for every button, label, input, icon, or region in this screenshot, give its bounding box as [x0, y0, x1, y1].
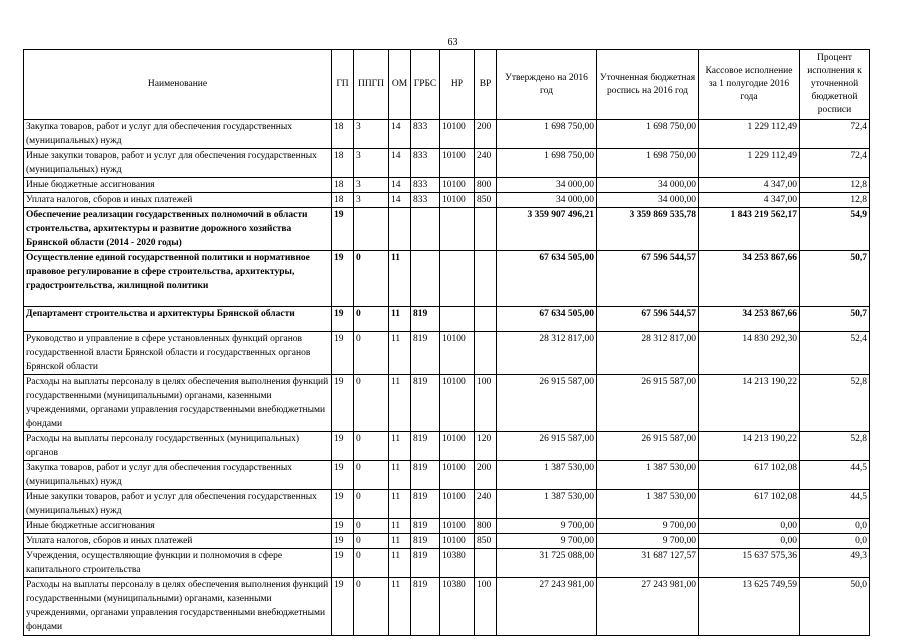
cell-om: 11: [389, 534, 411, 549]
cell-executed: 14 213 190,22: [699, 375, 800, 432]
cell-approved: 31 725 088,00: [497, 549, 597, 578]
col-header-om: ОМ: [389, 50, 411, 120]
col-header-vr: ВР: [475, 50, 497, 120]
table-row: [24, 549, 870, 578]
cell-name: Иные закупки товаров, работ и услуг для обеспечения государственных (муниципальных) нужд: [24, 149, 332, 178]
cell-ppgp: 0: [354, 307, 389, 332]
cell-approved: 1 698 750,00: [497, 120, 597, 149]
cell-percent: 44,5: [800, 461, 870, 490]
cell-ppgp: 0: [354, 432, 389, 461]
col-header-refined: Уточненная бюджетная роспись на 2016 год: [597, 50, 699, 120]
cell-ppgp: 0: [354, 251, 389, 307]
cell-ppgp: 0: [354, 578, 389, 636]
cell-ppgp: 0: [354, 461, 389, 490]
cell-vr: [475, 208, 497, 251]
cell-executed: 34 253 867,66: [699, 307, 800, 332]
cell-percent: 0,0: [800, 519, 870, 534]
table-row: [24, 461, 870, 490]
cell-om: 11: [389, 375, 411, 432]
cell-percent: 72,4: [800, 149, 870, 178]
col-header-name: Наименование: [24, 50, 332, 120]
cell-refined: 31 687 127,57: [597, 549, 699, 578]
table-row: [24, 178, 870, 193]
cell-vr: 120: [475, 432, 497, 461]
cell-vr: [475, 251, 497, 307]
col-header-gp: ГП: [332, 50, 354, 120]
cell-ppgp: 0: [354, 332, 389, 375]
cell-ppgp: 3: [354, 178, 389, 193]
table-row: [24, 332, 870, 375]
cell-approved: 9 700,00: [497, 519, 597, 534]
cell-om: 11: [389, 332, 411, 375]
cell-approved: 1 698 750,00: [497, 149, 597, 178]
cell-approved: 26 915 587,00: [497, 432, 597, 461]
cell-gp: 18: [332, 149, 354, 178]
cell-gp: 18: [332, 193, 354, 208]
cell-refined: 26 915 587,00: [597, 375, 699, 432]
cell-executed: 4 347,00: [699, 178, 800, 193]
cell-refined: 27 243 981,00: [597, 578, 699, 636]
cell-om: 14: [389, 120, 411, 149]
cell-grbs: 819: [411, 534, 440, 549]
table-row: [24, 193, 870, 208]
cell-nr: 10100: [440, 519, 475, 534]
cell-refined: 67 596 544,57: [597, 251, 699, 307]
cell-executed: 617 102,08: [699, 490, 800, 519]
cell-vr: 240: [475, 490, 497, 519]
cell-grbs: 833: [411, 120, 440, 149]
cell-gp: 18: [332, 178, 354, 193]
budget-table: [23, 49, 870, 636]
cell-grbs: 819: [411, 375, 440, 432]
cell-gp: 19: [332, 432, 354, 461]
cell-name: Иные бюджетные ассигнования: [24, 178, 332, 193]
cell-gp: 19: [332, 490, 354, 519]
cell-vr: 850: [475, 193, 497, 208]
cell-vr: 800: [475, 178, 497, 193]
cell-vr: [475, 549, 497, 578]
cell-name: Руководство и управление в сфере установленных функций органов государственной власти Брянской области и государственных органов Брянской области: [24, 332, 332, 375]
table-row: [24, 432, 870, 461]
cell-ppgp: 3: [354, 193, 389, 208]
cell-grbs: 819: [411, 549, 440, 578]
cell-name: Обеспечение реализации государственных полномочий в области строительства, архитектуры и развитие дорожного хозяйства Брянской области (2014 - 2020 годы): [24, 208, 332, 251]
cell-approved: 34 000,00: [497, 178, 597, 193]
cell-nr: 10100: [440, 432, 475, 461]
cell-vr: [475, 332, 497, 375]
cell-refined: 34 000,00: [597, 178, 699, 193]
cell-refined: 26 915 587,00: [597, 432, 699, 461]
cell-executed: 1 843 219 562,17: [699, 208, 800, 251]
cell-approved: 28 312 817,00: [497, 332, 597, 375]
table-row: [24, 375, 870, 432]
cell-refined: 9 700,00: [597, 519, 699, 534]
cell-om: 11: [389, 519, 411, 534]
cell-grbs: 819: [411, 332, 440, 375]
cell-executed: 14 213 190,22: [699, 432, 800, 461]
cell-nr: 10100: [440, 534, 475, 549]
cell-name: Иные закупки товаров, работ и услуг для обеспечения государственных (муниципальных) нужд: [24, 490, 332, 519]
cell-grbs: [411, 251, 440, 307]
cell-refined: 1 387 530,00: [597, 461, 699, 490]
cell-name: Уплата налогов, сборов и иных платежей: [24, 193, 332, 208]
cell-grbs: 819: [411, 307, 440, 332]
cell-percent: 52,8: [800, 375, 870, 432]
cell-grbs: [411, 208, 440, 251]
cell-grbs: 819: [411, 490, 440, 519]
cell-approved: 26 915 587,00: [497, 375, 597, 432]
cell-refined: 1 698 750,00: [597, 149, 699, 178]
cell-percent: 12,8: [800, 178, 870, 193]
cell-gp: 19: [332, 534, 354, 549]
cell-nr: 10100: [440, 332, 475, 375]
cell-name: Закупка товаров, работ и услуг для обеспечения государственных (муниципальных) нужд: [24, 461, 332, 490]
cell-percent: 54,9: [800, 208, 870, 251]
cell-executed: 15 637 575,36: [699, 549, 800, 578]
cell-executed: 1 229 112,49: [699, 120, 800, 149]
cell-nr: 10100: [440, 149, 475, 178]
cell-gp: 19: [332, 578, 354, 636]
cell-om: [389, 208, 411, 251]
cell-percent: 52,8: [800, 432, 870, 461]
cell-refined: 1 698 750,00: [597, 120, 699, 149]
table-row: [24, 120, 870, 149]
cell-refined: 67 596 544,57: [597, 307, 699, 332]
cell-nr: 10100: [440, 178, 475, 193]
cell-approved: 1 387 530,00: [497, 490, 597, 519]
cell-percent: 72,4: [800, 120, 870, 149]
cell-name: Расходы на выплаты персоналу государственных (муниципальных) органов: [24, 432, 332, 461]
cell-nr: [440, 307, 475, 332]
cell-grbs: 819: [411, 461, 440, 490]
cell-nr: 10100: [440, 490, 475, 519]
cell-executed: 34 253 867,66: [699, 251, 800, 307]
cell-executed: 14 830 292,30: [699, 332, 800, 375]
cell-ppgp: [354, 208, 389, 251]
cell-approved: 67 634 505,00: [497, 251, 597, 307]
cell-om: 11: [389, 461, 411, 490]
cell-vr: 240: [475, 149, 497, 178]
cell-om: 14: [389, 193, 411, 208]
cell-grbs: 833: [411, 178, 440, 193]
cell-executed: 4 347,00: [699, 193, 800, 208]
cell-grbs: 819: [411, 432, 440, 461]
cell-nr: 10100: [440, 120, 475, 149]
cell-name: Уплата налогов, сборов и иных платежей: [24, 534, 332, 549]
cell-executed: 617 102,08: [699, 461, 800, 490]
cell-vr: [475, 307, 497, 332]
cell-vr: 800: [475, 519, 497, 534]
cell-ppgp: 0: [354, 519, 389, 534]
cell-nr: [440, 208, 475, 251]
cell-executed: 1 229 112,49: [699, 149, 800, 178]
cell-om: 11: [389, 251, 411, 307]
cell-gp: 19: [332, 307, 354, 332]
cell-nr: 10100: [440, 193, 475, 208]
cell-grbs: 819: [411, 578, 440, 636]
cell-name: Департамент строительства и архитектуры Брянской области: [24, 307, 332, 332]
cell-ppgp: 3: [354, 149, 389, 178]
cell-grbs: 833: [411, 193, 440, 208]
cell-grbs: 819: [411, 519, 440, 534]
cell-vr: 200: [475, 461, 497, 490]
cell-om: 11: [389, 578, 411, 636]
cell-ppgp: 0: [354, 549, 389, 578]
cell-gp: 19: [332, 549, 354, 578]
cell-executed: 0,00: [699, 534, 800, 549]
cell-approved: 67 634 505,00: [497, 307, 597, 332]
table-row: [24, 208, 870, 251]
cell-nr: [440, 251, 475, 307]
cell-executed: 13 625 749,59: [699, 578, 800, 636]
table-row: [24, 307, 870, 332]
cell-gp: 19: [332, 251, 354, 307]
cell-name: Закупка товаров, работ и услуг для обеспечения государственных (муниципальных) нужд: [24, 120, 332, 149]
cell-approved: 3 359 907 496,21: [497, 208, 597, 251]
cell-om: 14: [389, 149, 411, 178]
header-row: [24, 50, 870, 120]
cell-percent: 50,7: [800, 251, 870, 307]
cell-gp: 18: [332, 120, 354, 149]
page-number: 63: [447, 37, 458, 48]
cell-name: Иные бюджетные ассигнования: [24, 519, 332, 534]
cell-refined: 28 312 817,00: [597, 332, 699, 375]
cell-percent: 12,8: [800, 193, 870, 208]
cell-nr: 10100: [440, 461, 475, 490]
cell-name: Осуществление единой государственной политики и нормативное правовое регулирование в сфере строительства, архитектуры, градостроительства, жилищной политики: [24, 251, 332, 307]
cell-approved: 27 243 981,00: [497, 578, 597, 636]
cell-refined: 34 000,00: [597, 193, 699, 208]
cell-approved: 34 000,00: [497, 193, 597, 208]
cell-om: 14: [389, 178, 411, 193]
cell-percent: 52,4: [800, 332, 870, 375]
cell-om: 11: [389, 307, 411, 332]
table-row: [24, 149, 870, 178]
cell-name: Учреждения, осуществляющие функции и полномочия в сфере капитального строительства: [24, 549, 332, 578]
cell-approved: 9 700,00: [497, 534, 597, 549]
cell-vr: 200: [475, 120, 497, 149]
cell-nr: 10380: [440, 578, 475, 636]
col-header-percent: Процент исполнения к уточненной бюджетной росписи: [800, 50, 870, 120]
cell-vr: 850: [475, 534, 497, 549]
cell-approved: 1 387 530,00: [497, 461, 597, 490]
cell-name: Расходы на выплаты персоналу в целях обеспечения выполнения функций государственными (муниципальными) органами, казенными учреждениями, органами управления государственными внебюджетными фондами: [24, 578, 332, 636]
cell-percent: 0,0: [800, 534, 870, 549]
cell-vr: 100: [475, 578, 497, 636]
cell-vr: 100: [475, 375, 497, 432]
cell-ppgp: 3: [354, 120, 389, 149]
cell-gp: 19: [332, 461, 354, 490]
table-row: [24, 251, 870, 307]
cell-nr: 10380: [440, 549, 475, 578]
cell-percent: 50,7: [800, 307, 870, 332]
table-row: [24, 534, 870, 549]
cell-om: 11: [389, 490, 411, 519]
cell-refined: 9 700,00: [597, 534, 699, 549]
cell-gp: 19: [332, 375, 354, 432]
col-header-ppgp: ППГП: [354, 50, 389, 120]
cell-percent: 49,3: [800, 549, 870, 578]
cell-ppgp: 0: [354, 375, 389, 432]
table-row: [24, 490, 870, 519]
cell-ppgp: 0: [354, 534, 389, 549]
cell-refined: 3 359 869 535,78: [597, 208, 699, 251]
col-header-nr: НР: [440, 50, 475, 120]
col-header-executed: Кассовое исполнение за 1 полугодие 2016 года: [699, 50, 800, 120]
table-body: [24, 120, 870, 636]
cell-gp: 19: [332, 332, 354, 375]
cell-refined: 1 387 530,00: [597, 490, 699, 519]
cell-name: Расходы на выплаты персоналу в целях обеспечения выполнения функций государственными (муниципальными) органами, казенными учреждениями, органами управления государственными внебюджетными фондами: [24, 375, 332, 432]
cell-gp: 19: [332, 208, 354, 251]
cell-om: 11: [389, 432, 411, 461]
table-row: [24, 519, 870, 534]
cell-ppgp: 0: [354, 490, 389, 519]
cell-grbs: 833: [411, 149, 440, 178]
col-header-approved: Утверждено на 2016 год: [497, 50, 597, 120]
cell-gp: 19: [332, 519, 354, 534]
cell-nr: 10100: [440, 375, 475, 432]
col-header-grbs: ГРБС: [411, 50, 440, 120]
table-row: [24, 578, 870, 636]
cell-om: 11: [389, 549, 411, 578]
cell-executed: 0,00: [699, 519, 800, 534]
cell-percent: 50,0: [800, 578, 870, 636]
cell-percent: 44,5: [800, 490, 870, 519]
